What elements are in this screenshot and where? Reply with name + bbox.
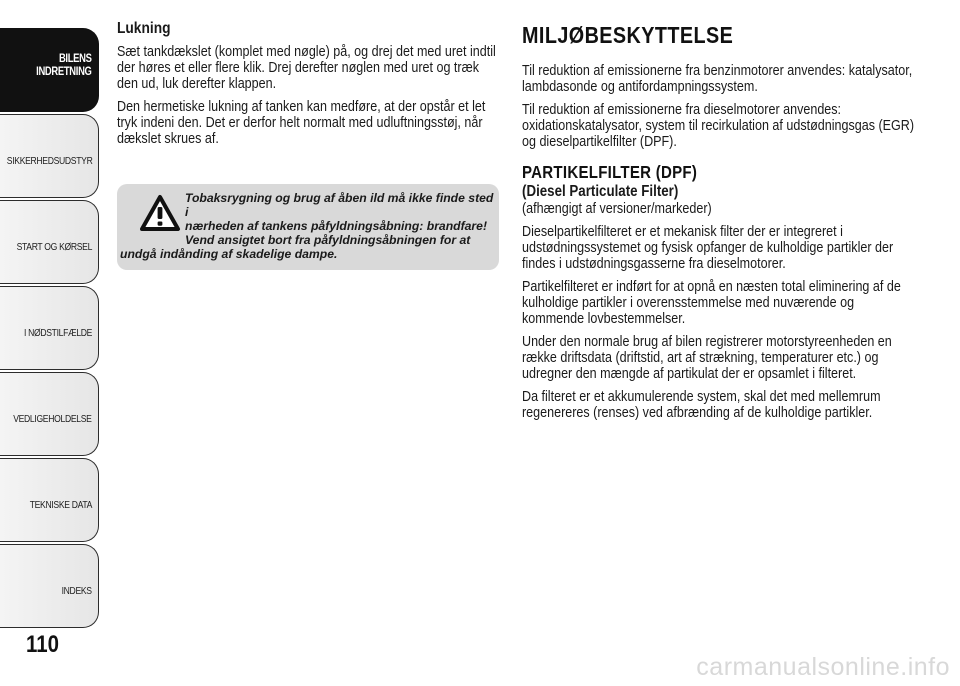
- page-number: 110: [26, 631, 59, 658]
- paragraph: Partikelfilteret er indført for at opnå en næsten total eliminering af de kulholdige partikler i overensstemmelse med nuværende og kommende lovbestemmelser.: [522, 279, 901, 327]
- availability-note: (afhængigt af versioner/markeder): [522, 201, 712, 217]
- tab-tekniske-data[interactable]: [0, 458, 99, 542]
- paragraph: Dieselpartikelfilteret er et mekanisk filter der er integreret i udstødningssystemet og fysisk opfanger de kulholdige partikler der findes i udstødningsgasserne fra dieselmotorer.: [522, 224, 894, 272]
- tab-label: VEDLIGEHOLDELSE: [13, 413, 92, 425]
- tab-indeks[interactable]: [0, 544, 99, 628]
- tab-sikkerhedsudstyr[interactable]: [0, 114, 99, 198]
- paragraph: Den hermetiske lukning af tanken kan medføre, at der opstår et let tryk indeni den. Det er derfor helt normalt med udluftningsstøj, når dækslet skrues af.: [117, 99, 486, 147]
- tab-label: START OG KØRSEL: [16, 241, 92, 253]
- paragraph: Under den normale brug af bilen registrerer motorstyreenheden en række driftsdata (driftstid, art af strækning, temperaturer etc.) og udregner den mængde af partikulat der er opsamlet i filteret.: [522, 334, 892, 382]
- paragraph: Til reduktion af emissionerne fra benzinmotorer anvendes: katalysator, lambdasonde og antifordampningssystem.: [522, 63, 913, 95]
- subheading-diesel-particulate-filter: (Diesel Particulate Filter): [522, 183, 679, 200]
- paragraph: Sæt tankdækslet (komplet med nøgle) på, og drej det med uret indtil der høres et eller flere klik. Drej derefter nøglen med uret og træk den ud, luk derefter klappen.: [117, 44, 496, 92]
- tab-label: INDEKS: [61, 585, 92, 597]
- subheading-partikelfilter: PARTIKELFILTER (DPF): [522, 162, 698, 182]
- tab-label: I NØDSTILFÆLDE: [23, 327, 92, 339]
- section-heading-lukning: Lukning: [117, 20, 171, 37]
- tab-label: SIKKERHEDSUDSTYR: [6, 155, 92, 167]
- warning-box: [117, 184, 499, 270]
- site-watermark: carmanualsonline.info: [696, 653, 950, 681]
- tab-i-nodstilfaelde[interactable]: [0, 286, 99, 370]
- left-column: [117, 0, 499, 154]
- paragraph: Til reduktion af emissionerne fra dieselmotorer anvendes: oxidationskatalysator, system til recirkulation af udstødningsgas (EGR) og dieselpartikelfilter (DPF).: [522, 102, 915, 150]
- paragraph: Da filteret er et akkumulerende system, skal det med mellemrum regenereres (renses) ved afbrænding af de kulholdige partikler.: [522, 389, 881, 421]
- tab-start-og-korsel[interactable]: [0, 200, 99, 284]
- tab-bilens-indretning[interactable]: [0, 28, 99, 112]
- tab-label: BILENS INDRETNING: [36, 53, 92, 78]
- right-column: [522, 0, 920, 428]
- section-heading-miljobeskyttelse: MILJØBESKYTTELSE: [522, 22, 734, 48]
- tab-vedligeholdelse[interactable]: [0, 372, 99, 456]
- warning-text: Tobaksrygning og brug af åben ild må ikke finde sted i nærheden af tankens påfyldningsåbning: brandfare! Vend ansigtet bort fra påfyldningsåbningen for at undgå indånding af skadelige dampe.: [120, 191, 494, 261]
- tab-label: TEKNISKE DATA: [29, 499, 92, 511]
